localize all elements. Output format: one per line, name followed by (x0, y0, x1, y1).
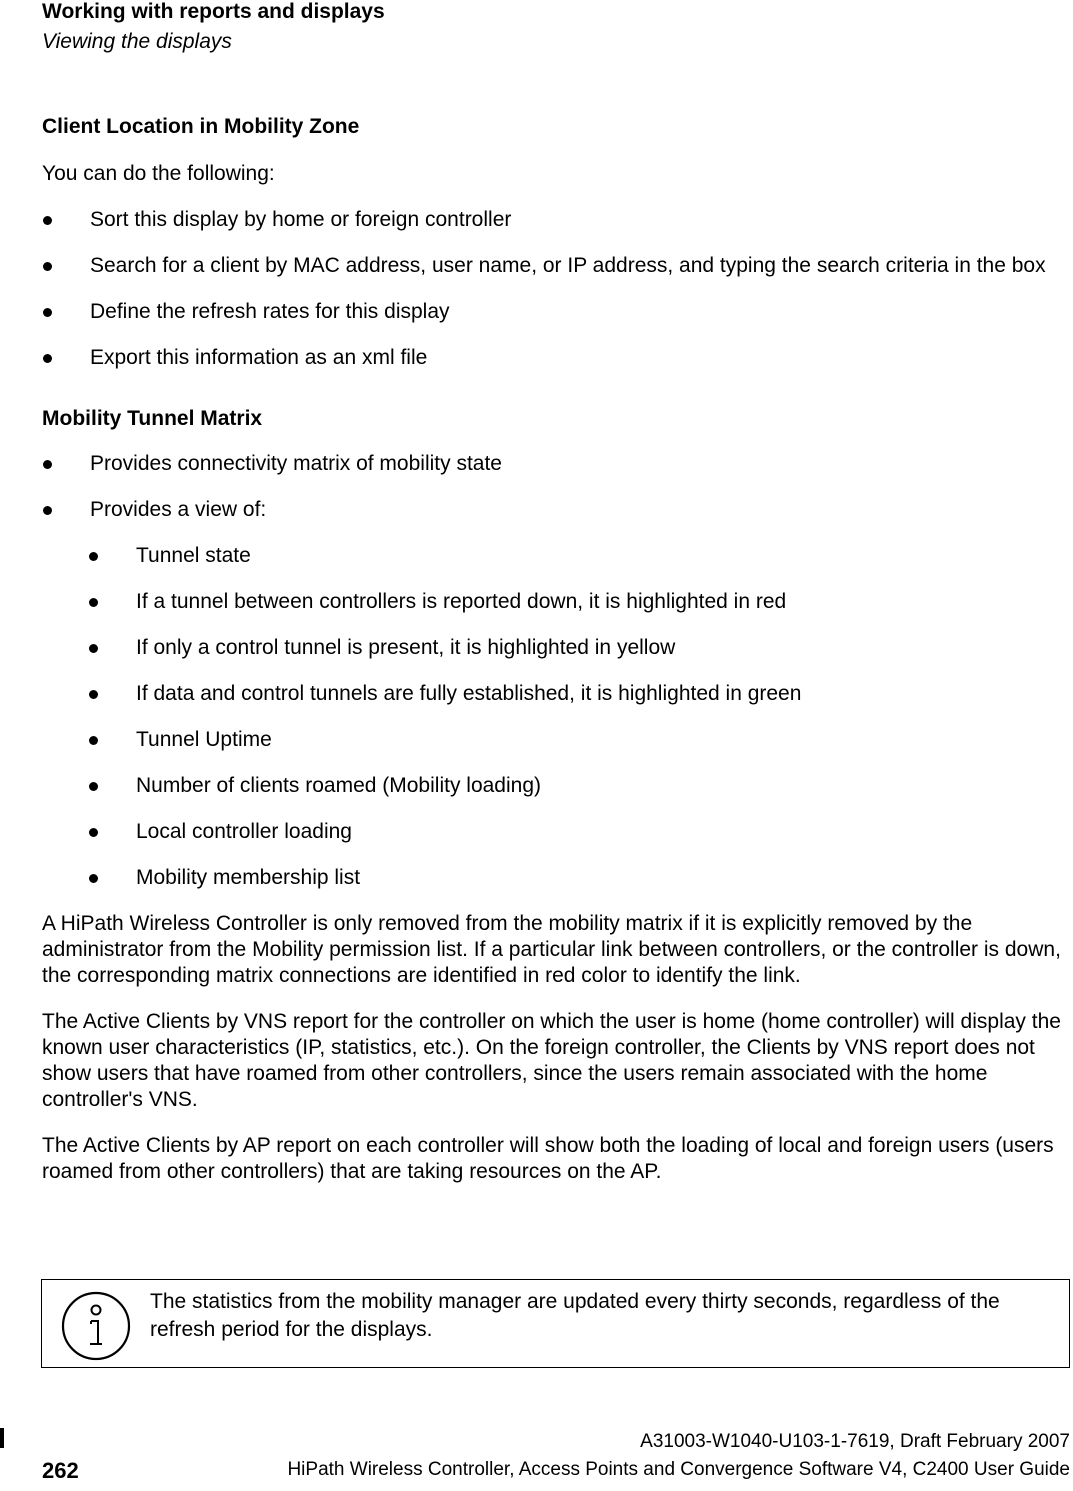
running-chapter-title: Working with reports and displays (42, 0, 385, 23)
sub-bullet-item: Tunnel state (88, 543, 1070, 569)
paragraph: The Active Clients by AP report on each controller will show both the loading of local and foreign users (users roamed from other controllers) that are taking resources on the AP. (42, 1134, 1054, 1183)
sub-bullet-item: Tunnel Uptime (88, 727, 1070, 753)
mobility-tunnel-bullet-list (42, 451, 1070, 523)
sub-bullet-item: Mobility membership list (88, 865, 1070, 891)
bullet-item: Provides a view of: (42, 497, 1070, 523)
sub-bullet-item: If data and control tunnels are fully established, it is highlighted in green (88, 681, 1070, 707)
running-section-title: Viewing the displays (42, 30, 232, 53)
info-icon (60, 1290, 132, 1362)
bullet-item: Export this information as an xml file (42, 345, 1070, 371)
mobility-tunnel-heading: Mobility Tunnel Matrix (42, 407, 263, 430)
change-bar (0, 1428, 4, 1448)
client-location-intro: You can do the following: (42, 162, 275, 185)
sub-bullet-item: Local controller loading (88, 819, 1070, 845)
paragraph: The Active Clients by VNS report for the controller on which the user is home (home controller) will display the known user characteristics (IP, statistics, etc.). On the foreign controller, the Clients by VNS report does not show users that have roamed from other controllers, since the users remain associated with the home controller's VNS. (42, 1010, 1061, 1111)
page-content (42, 113, 1070, 1185)
mobility-tunnel-sub-bullet-list (88, 543, 1070, 891)
bullet-item: Search for a client by MAC address, user name, or IP address, and typing the search criteria in the box (42, 253, 1070, 279)
paragraph: A HiPath Wireless Controller is only removed from the mobility matrix if it is explicitly removed by the administrator from the Mobility permission list. If a particular link between controllers, or the controller is down, the corresponding matrix connections are identified in red color to identify the link. (42, 912, 1061, 987)
client-location-bullet-list (42, 207, 1070, 371)
bullet-item: Sort this display by home or foreign controller (42, 207, 1070, 233)
client-location-heading: Client Location in Mobility Zone (42, 115, 360, 138)
sub-bullet-item: If a tunnel between controllers is reported down, it is highlighted in red (88, 589, 1070, 615)
sub-bullet-item: If only a control tunnel is present, it is highlighted in yellow (88, 635, 1070, 661)
footer-product-title: HiPath Wireless Controller, Access Points and Convergence Software V4, C2400 User Guide (287, 1459, 1070, 1480)
bullet-item: Define the refresh rates for this display (42, 299, 1070, 325)
note-text: The statistics from the mobility manager are updated every thirty seconds, regardless of the refresh period for the displays. (150, 1290, 1000, 1341)
note-box (41, 1279, 1070, 1368)
sub-bullet-item: Number of clients roamed (Mobility loading) (88, 773, 1070, 799)
page-number: 262 (42, 1458, 79, 1483)
footer-doc-id: A31003-W1040-U103-1-7619, Draft February 2007 (640, 1431, 1070, 1452)
bullet-item: Provides connectivity matrix of mobility state (42, 451, 1070, 477)
